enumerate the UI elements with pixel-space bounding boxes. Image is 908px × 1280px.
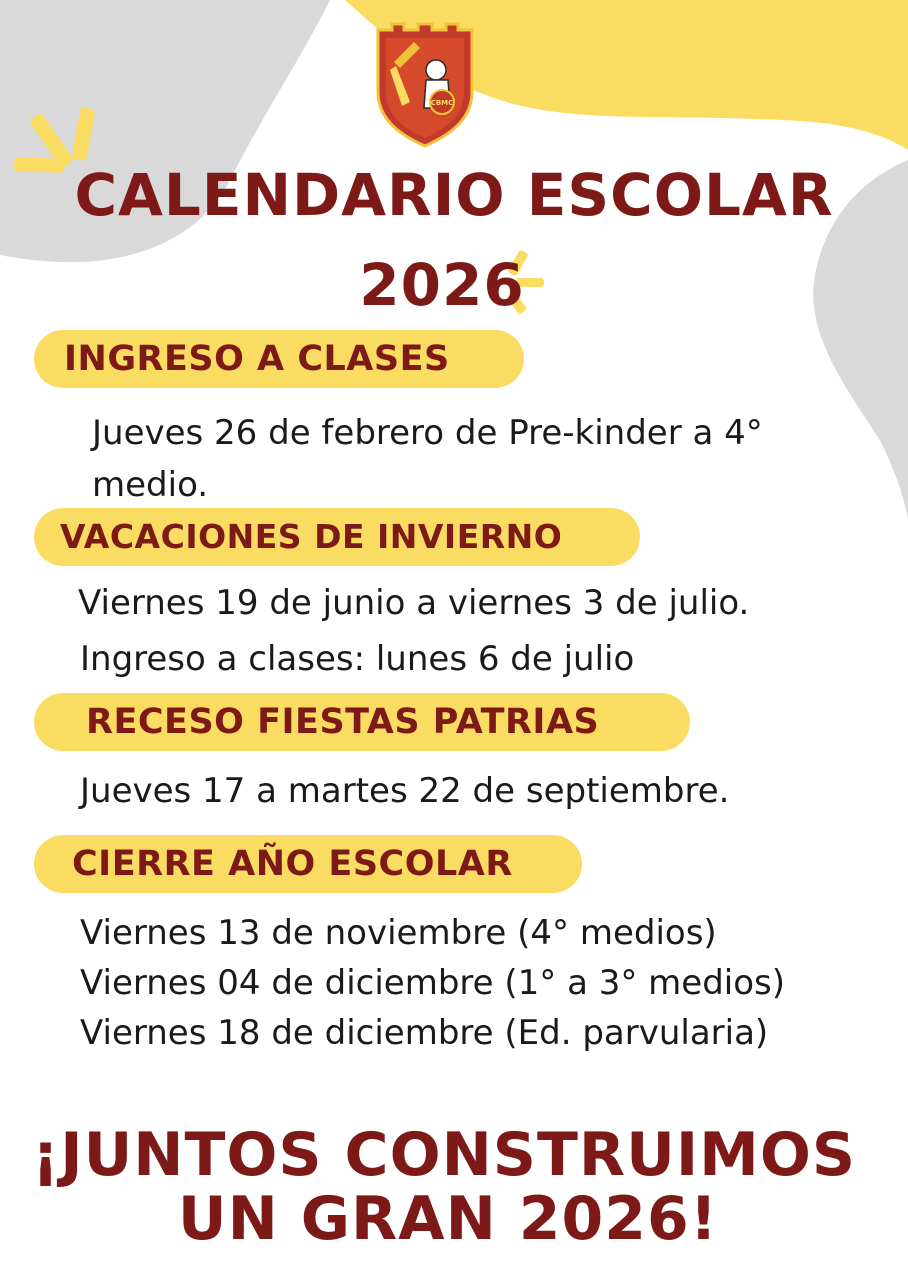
section-heading-receso: RECESO FIESTAS PATRIAS [34, 693, 690, 751]
section-text: Viernes 13 de noviembre (4° medios) [80, 913, 717, 953]
footer-slogan-line1: ¡JUNTOS CONSTRUIMOS [31, 1120, 857, 1190]
logo-text: CBMC [430, 99, 454, 107]
section-text: Ingreso a clases: lunes 6 de julio [80, 639, 635, 679]
section-text: Jueves 17 a martes 22 de septiembre. [80, 771, 730, 811]
page-title-year: 2026 [359, 251, 525, 319]
section-text: Viernes 04 de diciembre (1° a 3° medios) [80, 963, 786, 1003]
section-text: Jueves 26 de febrero de Pre-kinder a 4° [92, 413, 763, 453]
section-heading-vacaciones: VACACIONES DE INVIERNO [34, 508, 640, 566]
school-crest-icon [374, 22, 476, 148]
section-text: Viernes 18 de diciembre (Ed. parvularia) [80, 1013, 769, 1053]
section-text: Viernes 19 de junio a viernes 3 de julio. [78, 583, 750, 623]
section-heading-ingreso: INGRESO A CLASES [34, 330, 524, 388]
page-title: CALENDARIO ESCOLAR [74, 161, 834, 229]
footer-slogan-line2: UN GRAN 2026! [177, 1184, 719, 1254]
section-text: medio. [92, 465, 209, 505]
section-heading-cierre: CIERRE AÑO ESCOLAR [34, 835, 582, 893]
